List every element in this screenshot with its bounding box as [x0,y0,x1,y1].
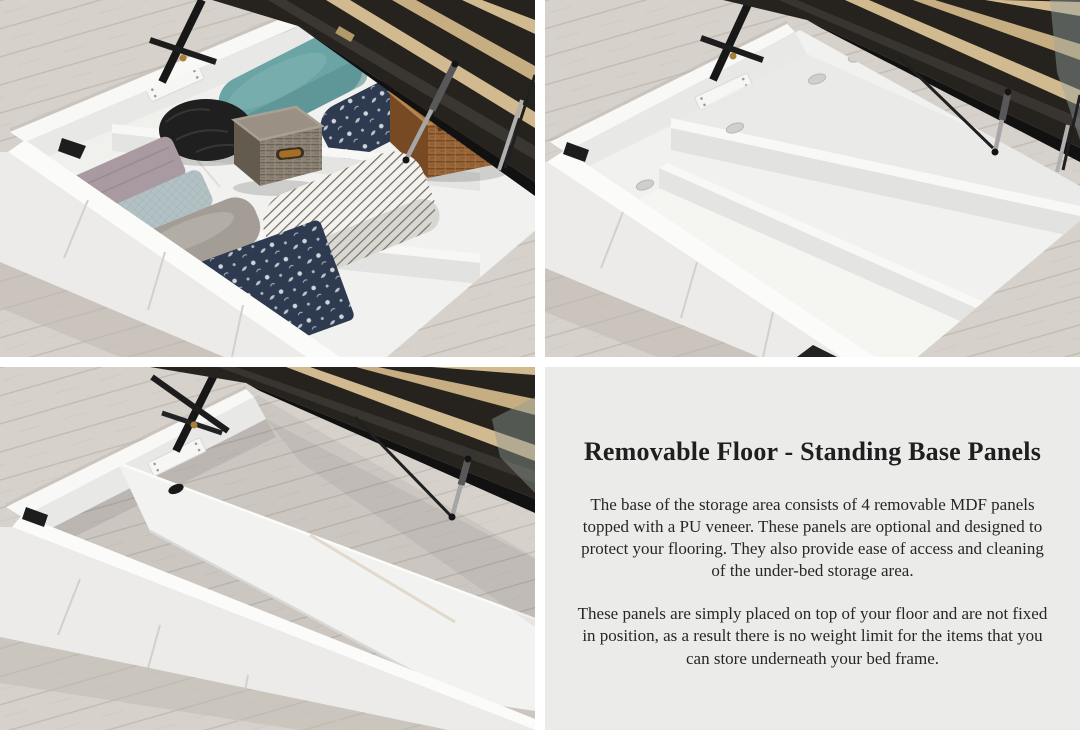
gray-wicker-cube [233,107,323,196]
panel-title: Removable Floor - Standing Base Panels [583,437,1042,466]
photo-storage-filled [0,0,535,357]
photo-storage-panels-removed [0,367,535,730]
panel-paragraph-1: The base of the storage area consists of 4 removable MDF panels topped with a PU veneer. These panels are optional and designed to protect your flooring. They also provide ease of access and cleaning of the under-bed storage area. [581,495,1044,581]
info-panel [545,367,1080,730]
photo-storage-empty-panels [545,0,1080,357]
panel-paragraph-2: These panels are simply placed on top of your floor and are not fixed in position, as a result there is no weight limit for the items that you can store underneath your bed frame. [577,604,1048,668]
